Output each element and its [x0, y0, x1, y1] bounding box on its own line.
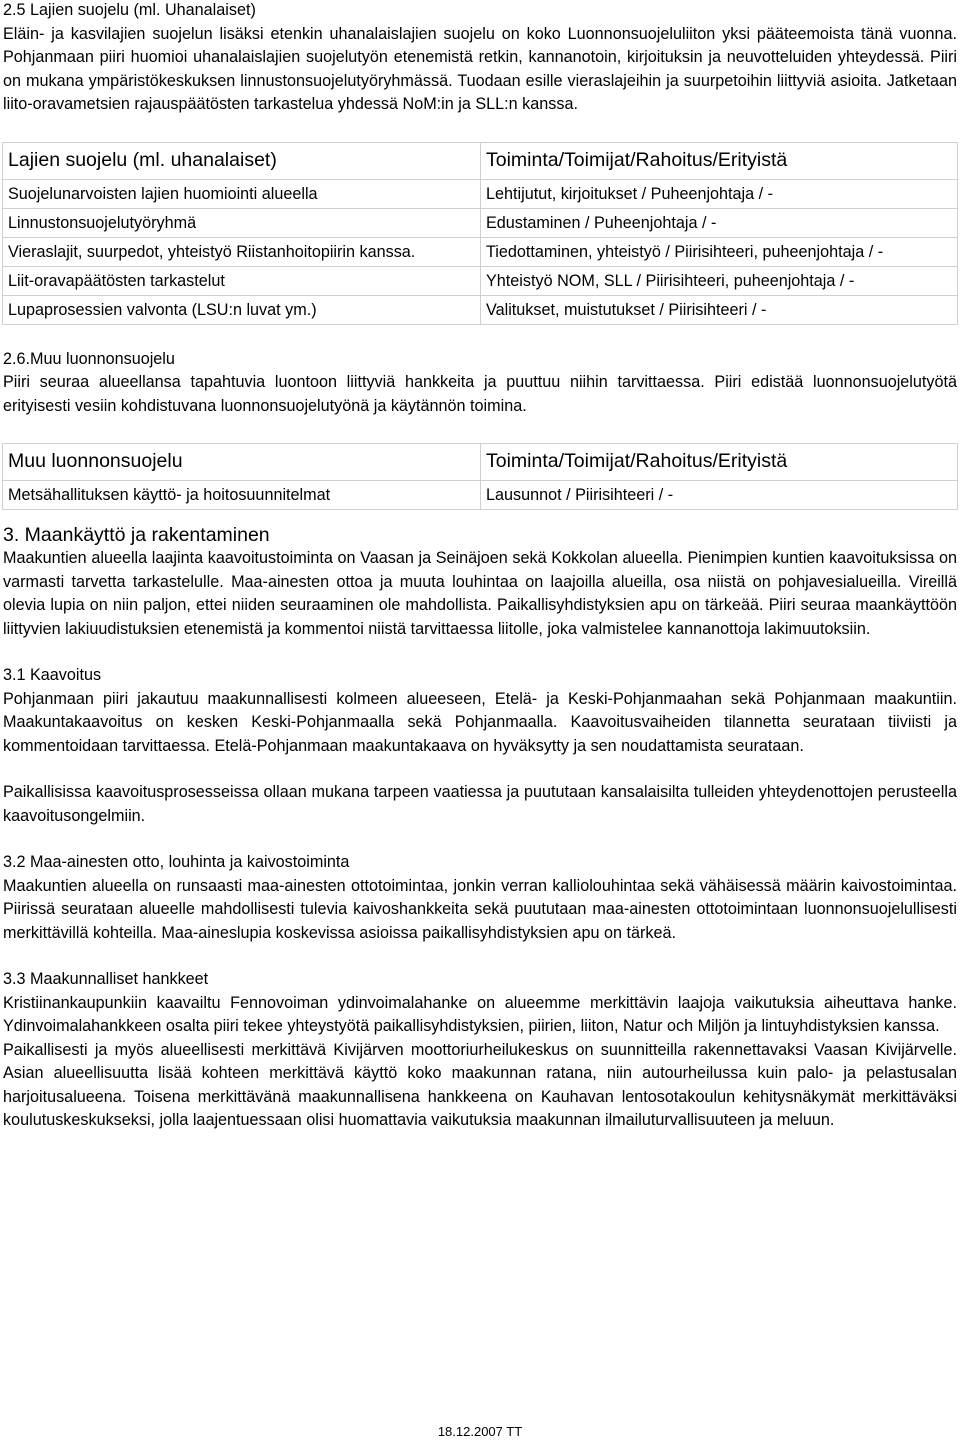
other-protection-table	[2, 443, 958, 510]
table-cell: Linnustonsuojelutyöryhmä	[3, 208, 481, 237]
table-row	[3, 295, 958, 324]
table-cell: Lehtijutut, kirjoitukset / Puheenjohtaja / -	[481, 179, 958, 208]
table-header-cell: Toiminta/Toimijat/Rahoitus/Erityistä	[481, 444, 958, 481]
section-3-3-paragraph-2: Paikallisesti ja myös alueellisesti merkittävä Kivijärven moottoriurheilukeskus on suunnitteilla rakennettavaksi Vaasan Kivijärvelle. Asian alueellisuutta lisää kohteen merkittävä käyttö koko maakunnan ratana, niin autourheilussa kuin palo- ja pelastusalan harjoitusalueena. Toisena merkittävänä maakunnallisena hankkeena on Kauhavan lentosotakoulun kehitysnäkymät merkittäväksi koulutuskeskukseksi, jolla laajentuessaan olisi huomattavia vaikutuksia maakunnan ilmailuturvallisuuteen ja meluun.	[3, 1040, 957, 1129]
table-cell: Lupaprosessien valvonta (LSU:n luvat ym.)	[3, 295, 481, 324]
table-cell: Yhteistyö NOM, SLL / Piirisihteeri, puheenjohtaja / -	[481, 266, 958, 295]
table-header-row	[3, 142, 958, 179]
section-2-5-body: Eläin- ja kasvilajien suojelun lisäksi etenkin uhanalaislajien suojelu on koko Luonnonsuojeluliiton yksi pääteemoista tänä vuonna. Pohjanmaan piiri huomioi uhanalaislajien suojelutyön etenemistä retkin, kannanotoin, kirjoituksin ja neuvotteluiden yhteydessä. Piiri on mukana ympäristökeskuksen linnustonsuojelutyöryhmässä. Tuodaan esille vieraslajeihin ja suurpetoihin liittyviä asioita. Jatketaan liito-oravametsien rajauspäätösten tarkastelua yhdessä NoM:in ja SLL:n kanssa.	[3, 24, 957, 113]
section-2-5-heading: 2.5 Lajien suojelu (ml. Uhanalaiset)	[3, 1, 256, 19]
table-row	[3, 208, 958, 237]
table-row	[3, 237, 958, 266]
section-3-2-heading: 3.2 Maa-ainesten otto, louhinta ja kaivostoiminta	[3, 853, 350, 871]
section-3-1-heading: 3.1 Kaavoitus	[3, 666, 102, 684]
page-footer-date: 18.12.2007 TT	[437, 1424, 523, 1439]
table-row	[3, 266, 958, 295]
table-cell: Edustaminen / Puheenjohtaja / -	[481, 208, 958, 237]
species-protection-table	[2, 142, 958, 325]
table-cell: Valitukset, muistutukset / Piirisihteeri / -	[481, 295, 958, 324]
section-2-6-heading: 2.6.Muu luonnonsuojelu	[3, 349, 175, 368]
table-row	[3, 179, 958, 208]
section-3-3-heading: 3.3 Maakunnalliset hankkeet	[3, 970, 209, 988]
table-header-cell: Lajien suojelu (ml. uhanalaiset)	[3, 142, 481, 179]
section-2-6-body: Piiri seuraa alueellansa tapahtuvia luontoon liittyviä hankkeita ja puuttuu niihin tarvittaessa. Piiri edistää luonnonsuojelutyötä erityisesti vesiin kohdistuvana luonnonsuojelutyönä ja käytännön toimina.	[3, 373, 957, 415]
table-cell: Suojelunarvoisten lajien huomiointi alueella	[3, 179, 481, 208]
table-cell: Liit-oravapäätösten tarkastelut	[3, 266, 481, 295]
section-3-1-paragraph-2: Paikallisissa kaavoitusprosesseissa ollaan mukana tarpeen vaatiessa ja puututaan kansalaisilta tulleiden yhteydenottojen perusteella kaavoitusongelmiin.	[3, 783, 957, 825]
table-header-cell: Muu luonnonsuojelu	[3, 444, 481, 481]
section-3-heading: 3. Maankäyttö ja rakentaminen	[3, 524, 270, 546]
section-3-1-paragraph-1: Pohjanmaan piiri jakautuu maakunnallisesti kolmeen alueeseen, Etelä- ja Keski-Pohjanmaahan sekä Pohjanmaan maakuntiin. Maakuntakaavoitus on kesken Keski-Pohjanmaalla sekä Pohjanmaalla. Kaavoitusvaiheiden tilannetta seurataan tiiviisti ja kommentoidaan tarvittaessa. Etelä-Pohjanmaan maakuntakaava on hyväksytty ja sen noudattamista seurataan.	[3, 689, 957, 755]
table-header-row	[3, 444, 958, 481]
section-3-3-paragraph-1: Kristiinankaupunkiin kaavailtu Fennovoiman ydinvoimalahanke on alueemme merkittävin laajoja vaikutuksia aiheuttava hanke. Ydinvoimalahankkeen osalta piiri tekee yhteystyötä paikallisyhdistyksien, piirien, liiton, Natur och Miljön ja lintuyhdistyksien kanssa.	[3, 993, 957, 1035]
table-cell: Metsähallituksen käyttö- ja hoitosuunnitelmat	[3, 481, 481, 510]
section-3-body: Maakuntien alueella laajinta kaavoitustoiminta on Vaasan ja Seinäjoen sekä Kokkolan alueella. Pienimpien kuntien kaavoituksissa on varmasti tarvetta tarkastelulle. Maa-ainesten ottoa ja muuta louhintaa on laajoilla alueilla, osa niistä on pohjavesialueilla. Vireillä olevia lupia on niin paljon, ettei niiden seuraaminen ole mahdollista. Paikallisyhdistyksien apu on tärkeää. Piiri seuraa maankäyttöön liittyvien lakiuudistuksien etenemistä ja kommentoi niistä tarvittaessa liitolle, joka valmistelee kannanottoja lakimuutoksiin.	[3, 549, 957, 638]
table-cell: Vieraslajit, suurpedot, yhteistyö Riistanhoitopiirin kanssa.	[3, 237, 481, 266]
table-cell: Lausunnot / Piirisihteeri / -	[481, 481, 958, 510]
table-row	[3, 481, 958, 510]
table-cell: Tiedottaminen, yhteistyö / Piirisihteeri, puheenjohtaja / -	[481, 237, 958, 266]
section-3-2-body: Maakuntien alueella on runsaasti maa-ainesten ottotoimintaa, jonkin verran kalliolouhintaa sekä vähäisessä määrin kaivostoimintaa. Piirissä seurataan alueelle mahdollisesti tulevia kaivoshankkeita sekä puututaan maa-ainesten ottotoimintaan luonnonsuojelullisesti merkittävillä kohteilla. Maa-aineslupia koskevissa asioissa paikallisyhdistyksien apu on tärkeä.	[3, 876, 957, 942]
table-header-cell: Toiminta/Toimijat/Rahoitus/Erityistä	[481, 142, 958, 179]
document-page	[3, 0, 957, 1133]
